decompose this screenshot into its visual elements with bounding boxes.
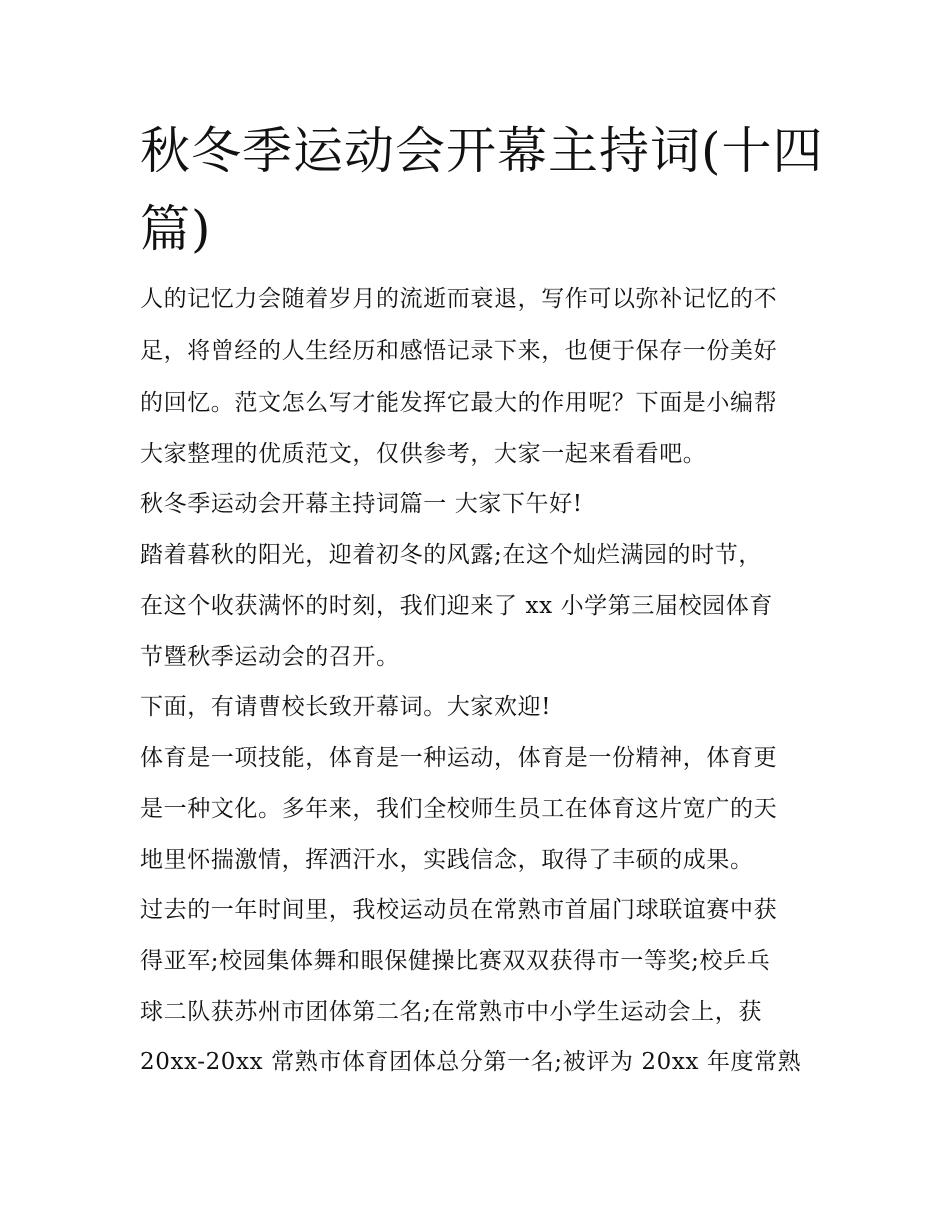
section-heading-line: 秋冬季运动会开幕主持词篇一 大家下午好! — [140, 491, 583, 517]
body-line: 节暨秋季运动会的召开。 — [140, 644, 400, 670]
document-title: 秋冬季运动会开幕主持词(十四篇) — [140, 122, 824, 258]
body-line: 得亚军;校园集体舞和眼保健操比赛双双获得市一等奖;校乒乓 — [140, 948, 771, 974]
body-line: 足，将曾经的人生经历和感悟记录下来，也便于保存一份美好 — [140, 338, 778, 364]
body-line: 下面，有请曹校长致开幕词。大家欢迎! — [140, 694, 552, 720]
body-line: 过去的一年时间里，我校运动员在常熟市首届门球联谊赛中获 — [140, 897, 778, 923]
body-line: 在这个收获满怀的时刻，我们迎来了 xx 小学第三届校园体育 — [140, 593, 773, 619]
body-line: 的回忆。范文怎么写才能发挥它最大的作用呢？下面是小编帮 — [140, 390, 778, 416]
body-line: 大家整理的优质范文，仅供参考，大家一起来看看吧。 — [140, 441, 707, 467]
body-line: 人的记忆力会随着岁月的流逝而衰退，写作可以弥补记忆的不 — [140, 286, 778, 312]
body-line: 20xx-20xx 常熟市体育团体总分第一名;被评为 20xx 年度常熟 — [140, 1049, 802, 1075]
body-line: 球二队获苏州市团体第二名;在常熟市中小学生运动会上，获 — [140, 999, 762, 1025]
body-line: 是一种文化。多年来，我们全校师生员工在体育这片宽广的天 — [140, 796, 778, 822]
body-line: 体育是一项技能，体育是一种运动，体育是一份精神，体育更 — [140, 745, 778, 771]
body-line: 踏着暮秋的阳光，迎着初冬的风露;在这个灿烂满园的时节， — [140, 542, 762, 568]
body-line: 地里怀揣激情，挥洒汗水，实践信念，取得了丰硕的成果。 — [140, 847, 754, 873]
